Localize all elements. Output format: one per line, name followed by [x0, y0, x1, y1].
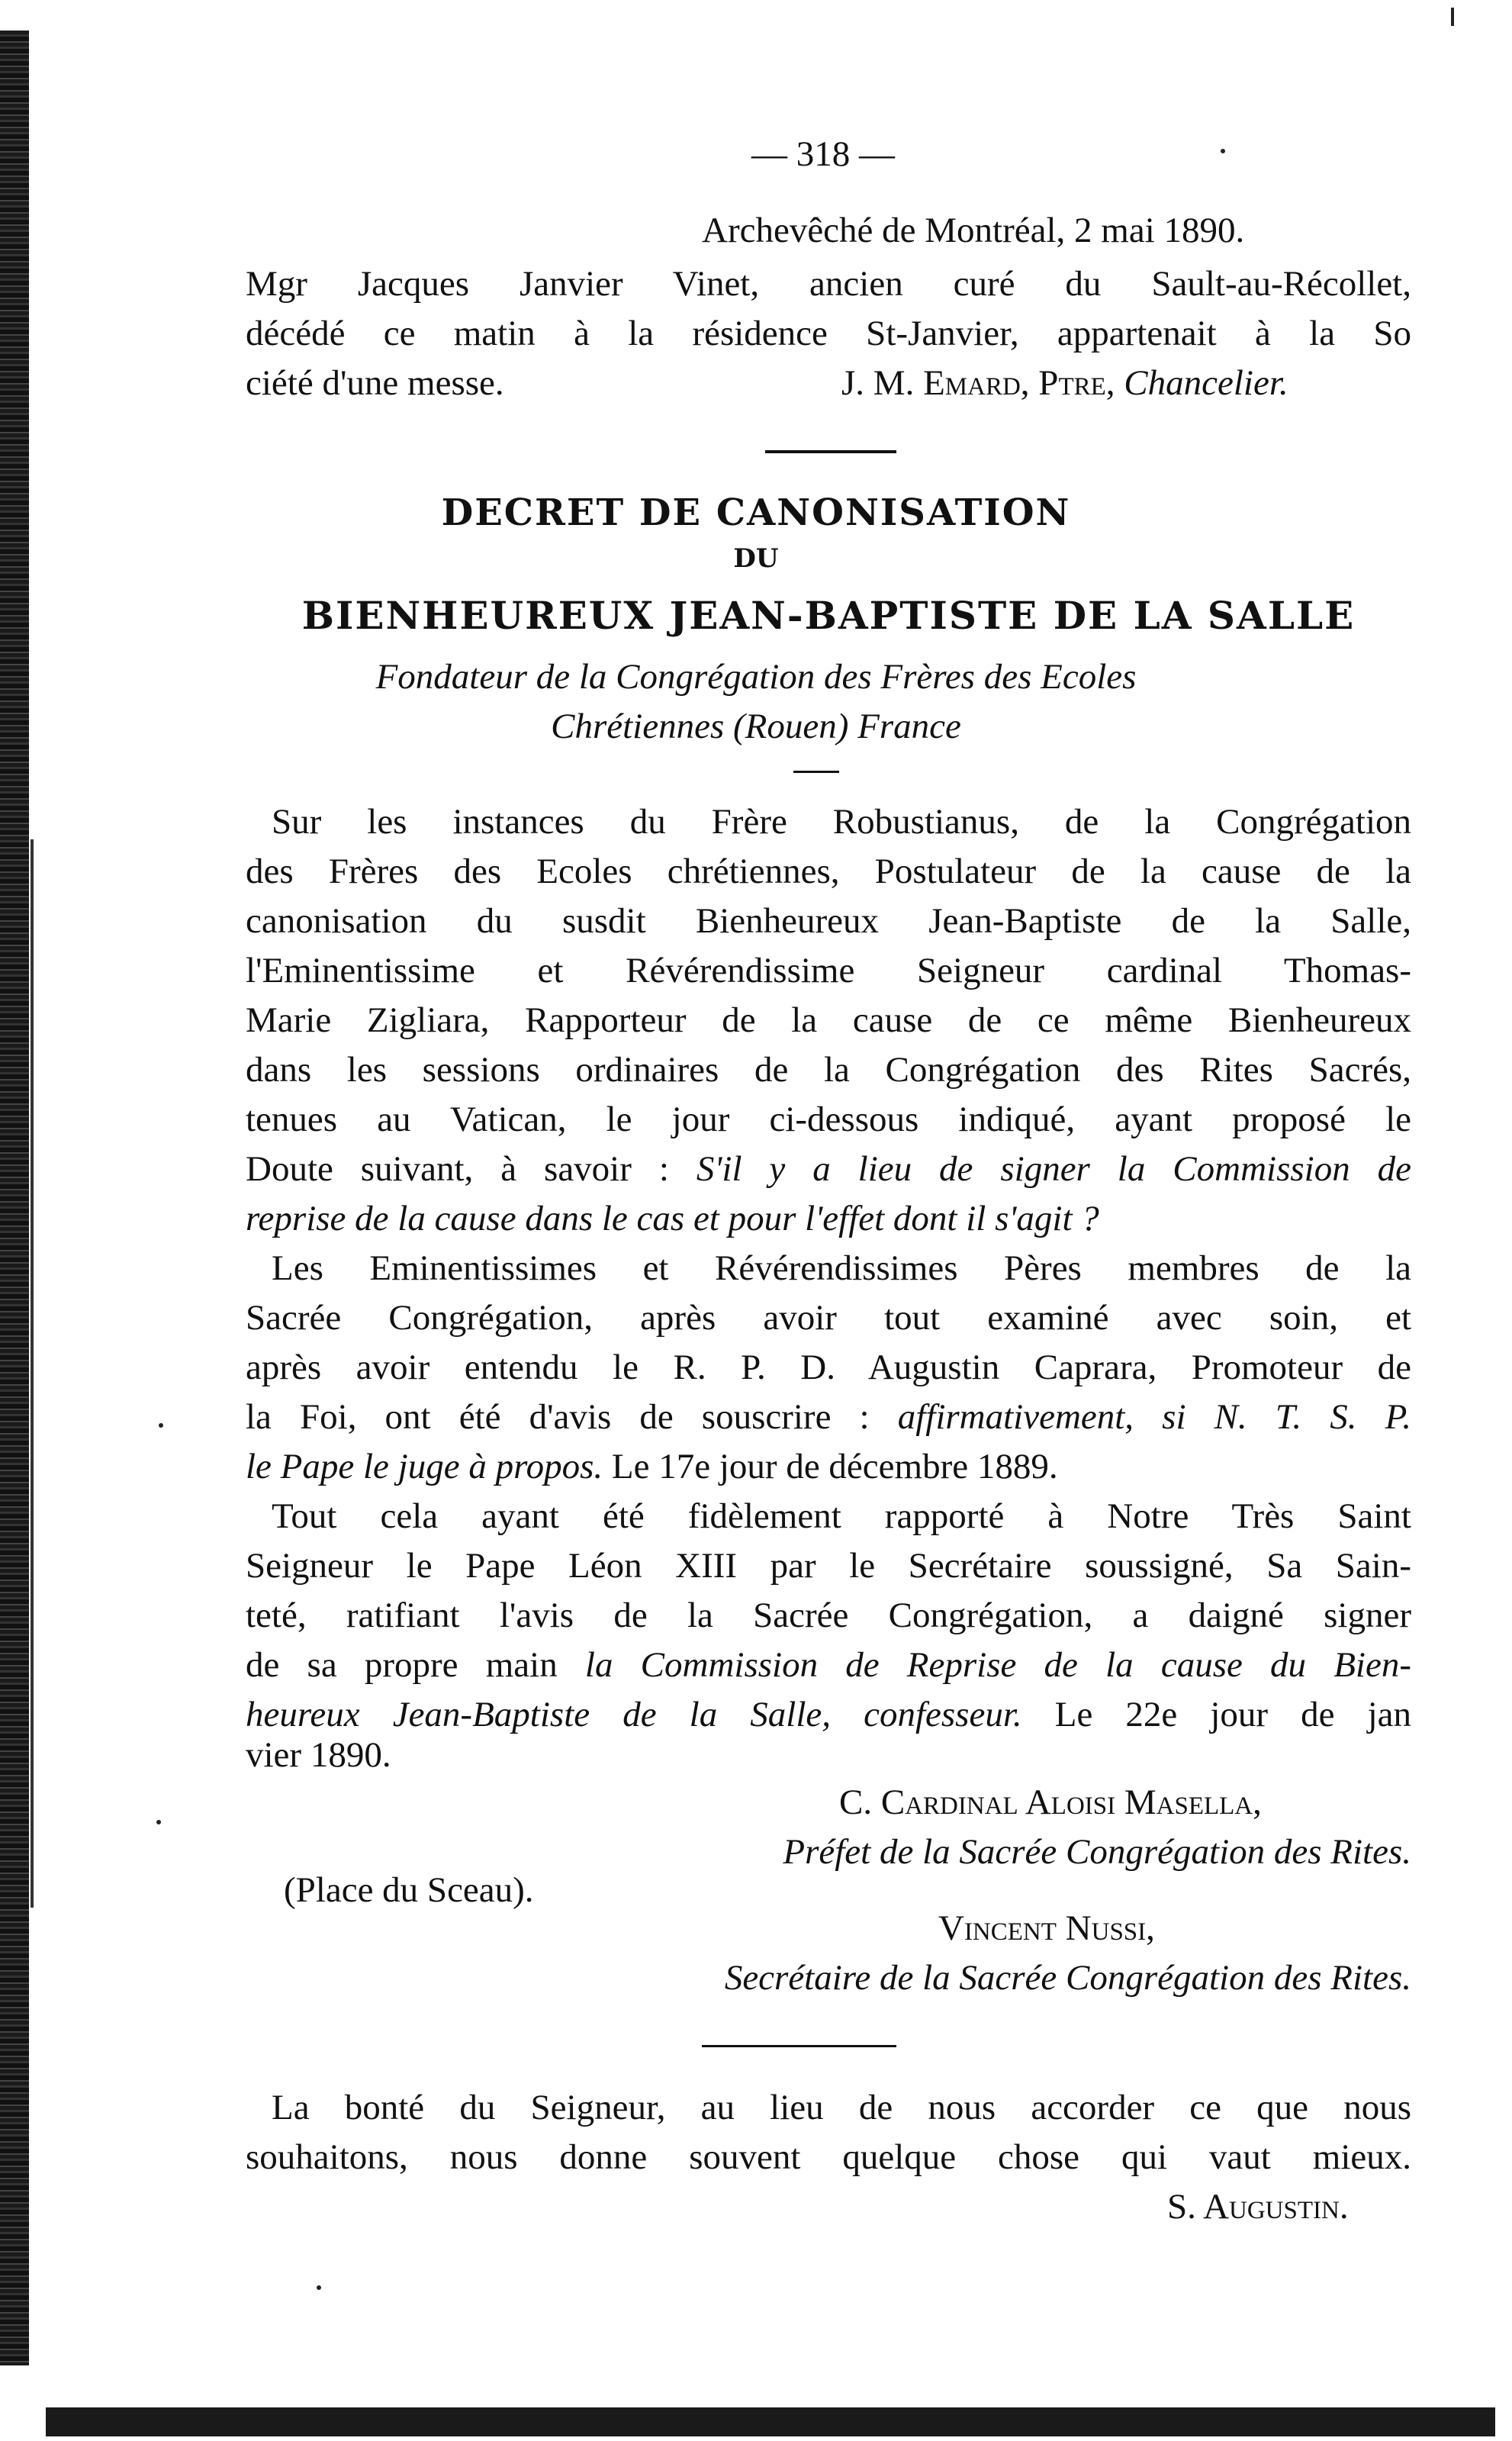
scan-speck — [156, 1820, 161, 1824]
scan-binding-line — [31, 839, 34, 1908]
body-line: teté, ratifiant l'avis de la Sacrée Congrégation, a daigné signer — [246, 1596, 1411, 1635]
notice-signature: J. M. Emard, Ptre, Chancelier. — [841, 363, 1288, 403]
page-number: — 318 — — [751, 134, 895, 174]
notice-dateline: Archevêché de Montréal, 2 mai 1890. — [702, 211, 1245, 250]
scan-bottom-edge — [46, 2407, 1495, 2436]
body-line: tenues au Vatican, le jour ci-dessous indiqué, ayant proposé le — [246, 1100, 1411, 1139]
quote-line: La bonté du Seigneur, au lieu de nous accorder ce que nous — [272, 2088, 1411, 2127]
short-rule — [793, 771, 839, 773]
body-line: Seigneur le Pape Léon XIII par le Secrétaire soussigné, Sa Sain- — [246, 1546, 1411, 1586]
quote-author: S. Augustin. — [1167, 2187, 1349, 2227]
notice-line: décédé ce matin à la résidence St-Janvier, appartenait à la So — [246, 314, 1411, 353]
signature-nussi-title: Secrétaire de la Sacrée Congrégation des Rites. — [724, 1958, 1411, 1998]
decree-subtitle: Fondateur de la Congrégation des Frères des Ecoles — [375, 657, 1137, 697]
scan-speck — [1221, 149, 1225, 153]
body-line: de sa propre main la Commission de Reprise de la cause du Bien- — [246, 1645, 1412, 1685]
seal-placeholder: (Place du Sceau). — [284, 1870, 534, 1910]
decree-du: DU — [733, 543, 779, 574]
scan-speck — [1451, 8, 1454, 26]
body-line: la Foi, ont été d'avis de souscrire : affirmativement, si N. T. S. P. — [246, 1397, 1412, 1437]
signature-nussi-name: Vincent Nussi, — [938, 1908, 1155, 1948]
scan-binding-edge — [0, 31, 29, 2365]
scan-speck — [159, 1423, 163, 1428]
signature-masella-name: C. Cardinal Aloisi Masella, — [839, 1782, 1262, 1822]
body-line: Sur les instances du Frère Robustianus, de la Congrégation — [272, 802, 1411, 842]
separator-rule — [765, 450, 896, 453]
body-line: le Pape le juge à propos. Le 17e jour de décembre 1889. — [246, 1447, 1058, 1486]
body-line: reprise de la cause dans le cas et pour l'effet dont il s'agit ? — [246, 1199, 1099, 1238]
body-line: l'Eminentissime et Révérendissime Seigneur cardinal Thomas- — [246, 951, 1411, 990]
body-line: Tout cela ayant été fidèlement rapporté à Notre Très Saint — [272, 1496, 1411, 1536]
body-line: Les Eminentissimes et Révérendissimes Pères membres de la — [272, 1248, 1411, 1288]
body-line: heureux Jean-Baptiste de la Salle, confesseur. Le 22e jour de jan — [246, 1695, 1412, 1734]
body-line: Doute suivant, à savoir : S'il y a lieu de signer la Commission de — [246, 1149, 1411, 1189]
decree-subtitle: Chrétiennes (Rouen) France — [551, 707, 961, 746]
signature-masella-title: Préfet de la Sacrée Congrégation des Rites. — [783, 1832, 1411, 1872]
body-line: Marie Zigliara, Rapporteur de la cause de ce même Bienheureux — [246, 1000, 1411, 1040]
quote-line: souhaitons, nous donne souvent quelque chose qui vaut mieux. — [246, 2137, 1411, 2177]
body-line: vier 1890. — [246, 1735, 391, 1775]
body-line: des Frères des Ecoles chrétiennes, Postulateur de la cause de la — [246, 852, 1411, 891]
decree-title: DECRET DE CANONISATION — [441, 491, 1071, 534]
notice-line: Mgr Jacques Janvier Vinet, ancien curé du Sault-au-Récollet, — [246, 264, 1411, 304]
separator-rule — [702, 2045, 896, 2047]
scan-speck — [317, 2285, 321, 2290]
body-line: canonisation du susdit Bienheureux Jean-Baptiste de la Salle, — [246, 901, 1411, 941]
body-line: après avoir entendu le R. P. D. Augustin Caprara, Promoteur de — [246, 1348, 1411, 1387]
body-line: Sacrée Congrégation, après avoir tout examiné avec soin, et — [246, 1298, 1411, 1338]
notice-line: ciété d'une messe. — [246, 363, 504, 403]
body-line: dans les sessions ordinaires de la Congrégation des Rites Sacrés, — [246, 1050, 1411, 1090]
decree-subject: BIENHEUREUX JEAN-BAPTISTE DE LA SALLE — [301, 593, 1356, 638]
